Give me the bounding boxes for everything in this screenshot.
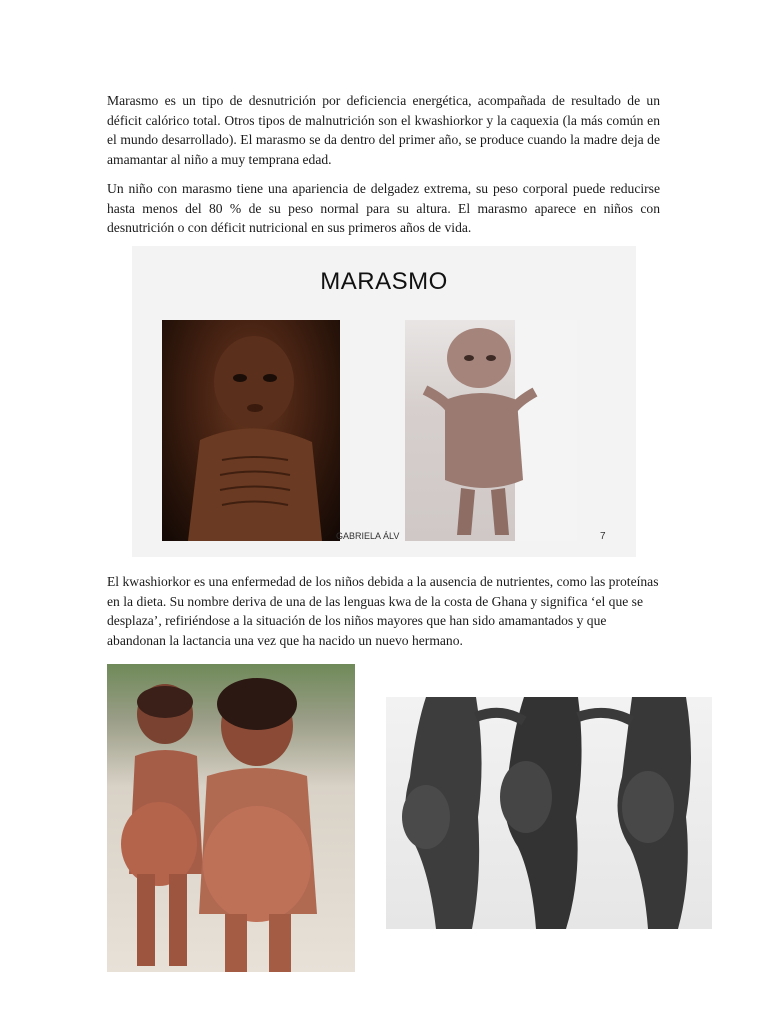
child-figure-illustration [162,320,340,541]
photo-child-marasmo-right [405,320,577,541]
paragraph-marasmo-appearance: Un niño con marasmo tiene una apariencia de delgadez extrema, su peso corporal puede reducirse hasta menos del 80 % de su peso normal para su altura. El marasmo aparece en niños con desnutrición o con déficit nutricional en sus primeros años de vida. [107,181,660,235]
photo-child-marasmo-left [162,320,340,541]
photo-kwashiorkor-children-color [107,664,355,972]
kwashiorkor-silhouettes-illustration [386,697,712,929]
slide-page-number: 7 [600,531,606,542]
photo-kwashiorkor-children-bw [386,697,712,929]
paragraph-marasmo-definition: Marasmo es un tipo de desnutrición por deficiencia energética, acompañada de resultado de un déficit calórico total. Otros tipos de malnutrición son el kwashiorkor y la caquexia (la más común en el mundo desarrollado). El marasmo se da dentro del primer año, se produce cuando la madre deja de amamantar al niño a muy temprana edad. [107,93,660,167]
kwashiorkor-children-illustration [107,664,355,972]
infant-figure-illustration [405,320,577,541]
paragraph-kwashiorkor: El kwashiorkor es una enfermedad de los niños debida a la ausencia de nutrientes, como las proteínas en la dieta. Su nombre deriva de una de las lenguas kwa de la costa de Ghana y significa ‘el que se desplaza’, refiriéndose a la situación de los niños mayores que han sido amamantados y que abandonan la lactancia una vez que ha nacido un nuevo hermano. [107,574,659,648]
slide-footer-author: GABRIELA ÁLV [336,531,400,541]
slide-title: MARASMO [320,268,448,295]
marasmo-slide-image [132,246,636,557]
